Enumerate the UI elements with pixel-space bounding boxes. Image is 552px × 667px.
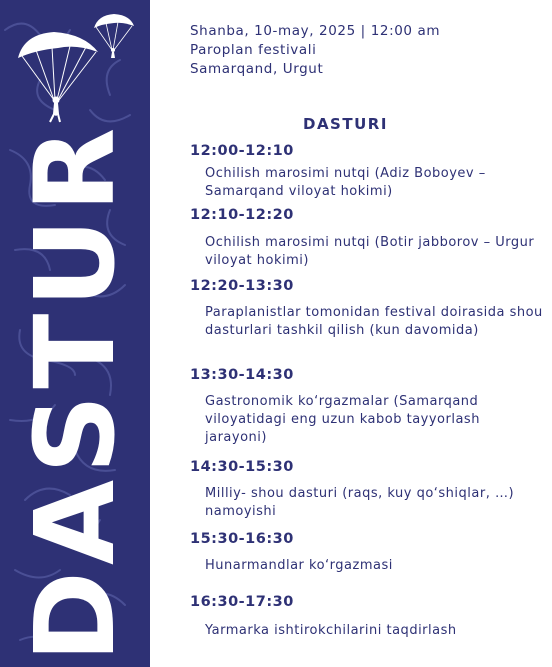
banner-word: DASTUR	[11, 121, 139, 663]
event-info	[190, 22, 440, 79]
schedule-time: 12:00-12:10	[190, 143, 294, 159]
schedule-time: 12:10-12:20	[190, 207, 294, 223]
schedule-time: 16:30-17:30	[190, 594, 294, 610]
schedule-description: Hunarmandlar ko‘rgazmasi	[205, 558, 393, 573]
schedule-description: Gastronomik ko‘rgazmalar (Samarqand viloyatidagi eng uzun kabob tayyorlash jarayoni)	[205, 394, 480, 445]
schedule-time: 12:20-13:30	[190, 278, 294, 294]
event-date: Shanba, 10-may, 2025 | 12:00 am	[190, 23, 441, 39]
schedule-description: Paraplanistlar tomonidan festival doirasida shou dasturlari tashkil qilish (kun davomida)	[205, 305, 543, 338]
paraglider-icon	[92, 12, 136, 62]
schedule-description: Ochilish marosimi nutqi (Adiz Boboyev – Samarqand viloyat hokimi)	[205, 166, 486, 199]
side-banner	[0, 0, 150, 667]
event-name: Paroplan festivali	[190, 42, 317, 58]
program-title: DASTURI	[303, 115, 388, 133]
schedule-description: Ochilish marosimi nutqi (Botir jabborov – Urgur viloyat hokimi)	[205, 235, 535, 268]
schedule-time: 14:30-15:30	[190, 459, 294, 475]
event-location: Samarqand, Urgut	[190, 61, 324, 77]
schedule-description: Milliy- shou dasturi (raqs, kuy qo‘shiqlar, …) namoyishi	[205, 486, 515, 519]
schedule-description: Yarmarka ishtirokchilarini taqdirlash	[205, 623, 457, 638]
schedule-time: 15:30-16:30	[190, 531, 294, 547]
schedule-time: 13:30-14:30	[190, 367, 294, 383]
